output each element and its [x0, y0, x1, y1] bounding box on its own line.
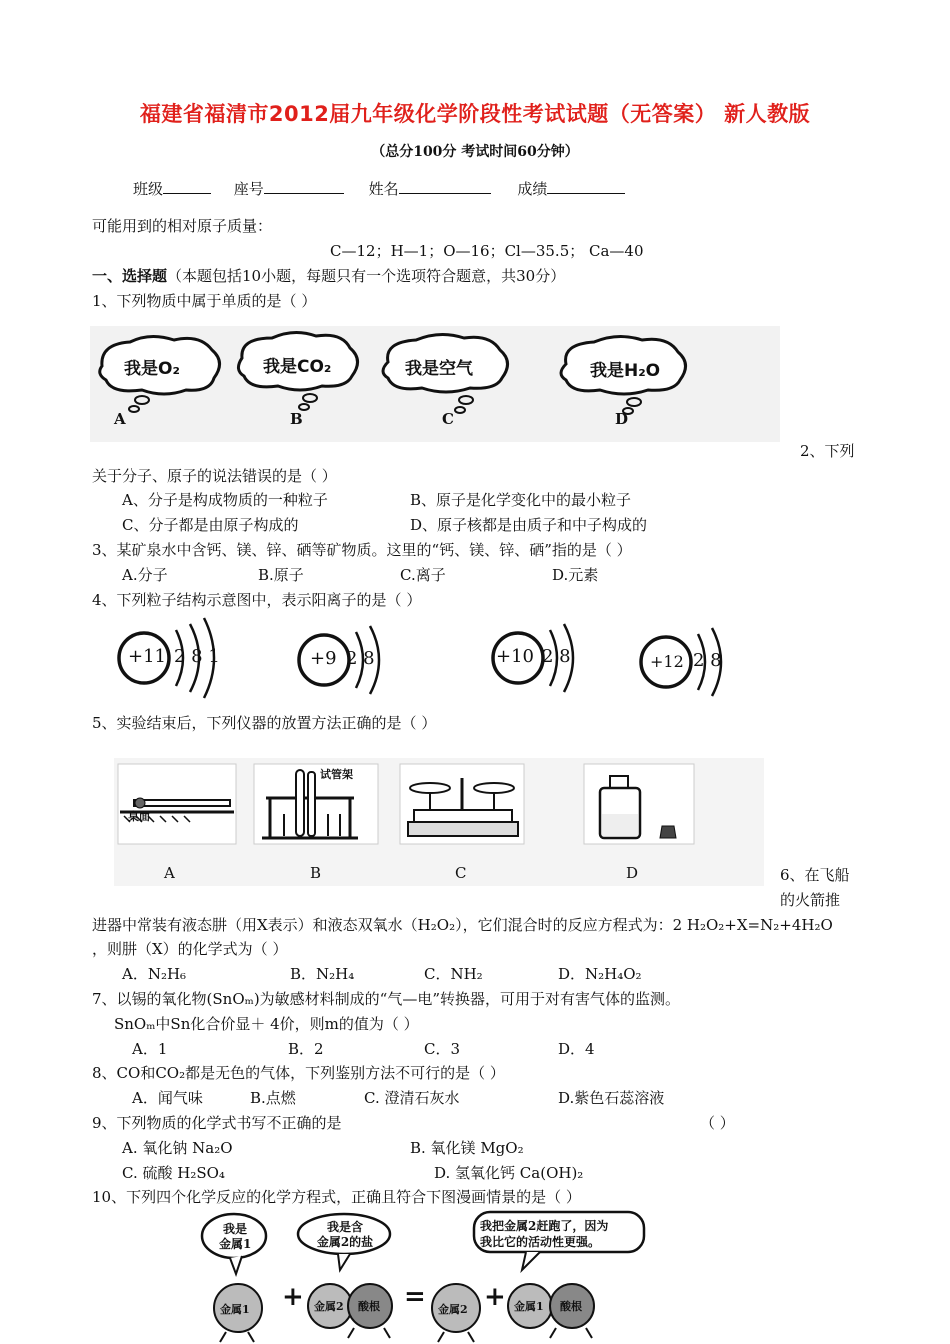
q10-ball-label-5: 金属1: [514, 1300, 544, 1313]
q2-stem-a: 2、下列: [800, 442, 855, 460]
atom-d-nucleus: +12: [650, 652, 684, 671]
q10-bubble1-line1: 我是: [222, 1222, 247, 1236]
masses-values: C—12；H—1；O—16；Cl—35.5； Ca—40: [330, 242, 644, 260]
q5-panel-b: [254, 764, 378, 844]
q5-stem: 5、实验结束后，下列仪器的放置方法正确的是（ ）: [92, 714, 437, 732]
q7-option-a: A．1: [132, 1040, 168, 1058]
section-desc: （本题包括10小题，每题只有一个选项符合题意，共30分）: [167, 267, 566, 285]
q2-stem-b: 关于分子、原子的说法错误的是（ ）: [92, 467, 337, 485]
q10-bubble2-line2: 金属2的盐: [316, 1235, 374, 1249]
q5-letter-b: B: [310, 864, 322, 882]
q2-option-b: B、原子是化学变化中的最小粒子: [410, 491, 632, 509]
class-label: 班级: [133, 180, 164, 198]
q10-bubble1-text: [219, 1222, 251, 1252]
q1-letter-b: B: [290, 410, 303, 428]
q1-bubble-b-text: 我是CO₂: [263, 357, 332, 377]
q5-rack-label: 试管架: [320, 768, 353, 781]
q2-option-a: A、分子是构成物质的一种粒子: [122, 491, 328, 509]
q3-option-c: C.离子: [400, 566, 446, 584]
atom-d-shells: 2 8: [693, 650, 722, 671]
q9-option-b: B. 氧化镁 MgO₂: [410, 1139, 524, 1157]
q10-ball-label-3: 酸根: [358, 1300, 380, 1313]
q9-bracket: （ ）: [700, 1114, 735, 1132]
masses-intro: 可能用到的相对原子质量：: [92, 217, 273, 235]
atom-c-nucleus: +10: [496, 646, 534, 667]
q10-ball-label-2: 金属2: [314, 1300, 344, 1313]
q10-ball-label-6: 酸根: [560, 1300, 582, 1313]
q6-stem-d: ，则肼（X）的化学式为（ ）: [92, 940, 288, 958]
info-row: [133, 178, 625, 199]
q1-letter-a: A: [114, 410, 126, 428]
q6-stem-b: 的火箭推: [780, 891, 841, 909]
q5-desk-label: 桌面: [128, 810, 150, 823]
q9-option-a: A. 氧化钠 Na₂O: [122, 1139, 233, 1157]
q7-option-b: B．2: [288, 1040, 324, 1058]
score-blank[interactable]: [547, 179, 625, 194]
q1-figure-svg: [90, 326, 780, 442]
page-subtitle: （总分100分 考试时间60分钟）: [371, 144, 579, 160]
atom-a-shells: 2 8 1: [174, 646, 220, 667]
q7-option-c: C．3: [424, 1040, 461, 1058]
q8-option-c: C. 澄清石灰水: [364, 1089, 460, 1107]
atom-a-nucleus: +11: [128, 646, 166, 667]
q6-stem-a: 6、在飞船: [780, 866, 850, 884]
atom-c-shells: 2 8: [542, 646, 571, 667]
q3-stem: 3、某矿泉水中含钙、镁、锌、硒等矿物质。这里的“钙、镁、锌、硒”指的是（ ）: [92, 541, 632, 559]
score-label: 成绩: [517, 180, 548, 198]
name-blank[interactable]: [399, 179, 491, 194]
q6-option-b: B．N₂H₄: [290, 965, 355, 983]
q10-plus-sign-2: +: [484, 1282, 506, 1312]
q5-panel-d: [584, 764, 694, 844]
q6-option-c: C．NH₂: [424, 965, 483, 983]
q9-option-d: D. 氢氧化钙 Ca(OH)₂: [434, 1164, 584, 1182]
q5-figure-svg: [114, 758, 764, 886]
q5-letter-c: C: [455, 864, 467, 882]
q5-panel-a: [118, 764, 236, 844]
q10-bubble3-line2: 我比它的活动性更强。: [480, 1235, 601, 1249]
q5-letter-a: A: [164, 864, 175, 882]
q3-option-d: D.元素: [552, 566, 599, 584]
q1-letter-d: D: [615, 410, 629, 428]
q1-letter-c: C: [442, 410, 454, 428]
q1-bubble-c-text: 我是空气: [405, 359, 473, 379]
q3-option-a: A.分子: [122, 566, 168, 584]
q10-bubble2-text: [307, 1220, 383, 1250]
q1-bubble-a-text: 我是O₂: [124, 359, 180, 379]
q2-option-d: D、原子核都是由质子和中子构成的: [410, 516, 648, 534]
q8-option-b: B.点燃: [250, 1089, 296, 1107]
q1-bubble-d-text: 我是H₂O: [590, 361, 661, 381]
section-title: 一、选择题: [92, 267, 168, 285]
q10-bubble1-line2: 金属1: [219, 1237, 252, 1251]
q10-plus-sign-1: +: [282, 1282, 304, 1312]
q7-stem-a: 7、以锡的氧化物(SnOₘ)为敏感材料制成的“气—电”转换器，可用于对有害气体的监测。: [92, 990, 681, 1008]
section-header: [92, 265, 565, 286]
q10-bubble3-text: [480, 1218, 608, 1250]
atom-b-shells: 2 8: [346, 648, 375, 669]
q7-option-d: D．4: [558, 1040, 595, 1058]
q1-stem: 1、下列物质中属于单质的是（ ）: [92, 292, 317, 310]
class-blank[interactable]: [163, 179, 211, 194]
q8-option-a: A．闻气味: [132, 1089, 203, 1107]
q9-stem: 9、下列物质的化学式书写不正确的是: [92, 1114, 342, 1132]
name-label: 姓名: [368, 180, 399, 198]
q8-option-d: D.紫色石蕊溶液: [558, 1089, 665, 1107]
q10-bubble3-line1: 我把金属2赶跑了，因为: [480, 1219, 609, 1233]
q2-option-c: C、分子都是由原子构成的: [122, 516, 299, 534]
q5-letter-d: D: [626, 864, 639, 882]
q10-stem: 10、下列四个化学反应的化学方程式，正确且符合下图漫画情景的是（ ）: [92, 1188, 581, 1206]
q10-bubble2-line1: 我是含: [326, 1220, 363, 1234]
q7-stem-b: SnOₘ中Sn化合价显＋ 4价，则m的值为（ ）: [114, 1015, 419, 1033]
q8-stem: 8、CO和CO₂都是无色的气体，下列鉴别方法不可行的是（ ）: [92, 1064, 505, 1082]
page-title: 福建省福清市2012届九年级化学阶段性考试试题（无答案） 新人教版: [139, 102, 811, 126]
q10-equals-sign: =: [404, 1282, 426, 1312]
q9-option-c: C. 硫酸 H₂SO₄: [122, 1164, 225, 1182]
q10-ball-label-4: 金属2: [438, 1303, 468, 1316]
q6-option-a: A．N₂H₆: [122, 965, 187, 983]
q4-stem: 4、下列粒子结构示意图中，表示阳离子的是（ ）: [92, 591, 422, 609]
q10-ball-label-1: 金属1: [220, 1303, 250, 1316]
q6-option-d: D．N₂H₄O₂: [558, 965, 642, 983]
seat-label: 座号: [233, 180, 264, 198]
q5-panel-c: [400, 764, 524, 844]
atom-b-nucleus: +9: [310, 648, 337, 669]
seat-blank[interactable]: [264, 179, 344, 194]
q3-option-b: B.原子: [258, 566, 304, 584]
q6-stem-c: 进器中常装有液态肼（用X表示）和液态双氧水（H₂O₂），它们混合时的反应方程式为：2 H₂O₂+X=N₂+4H₂O: [92, 916, 833, 934]
